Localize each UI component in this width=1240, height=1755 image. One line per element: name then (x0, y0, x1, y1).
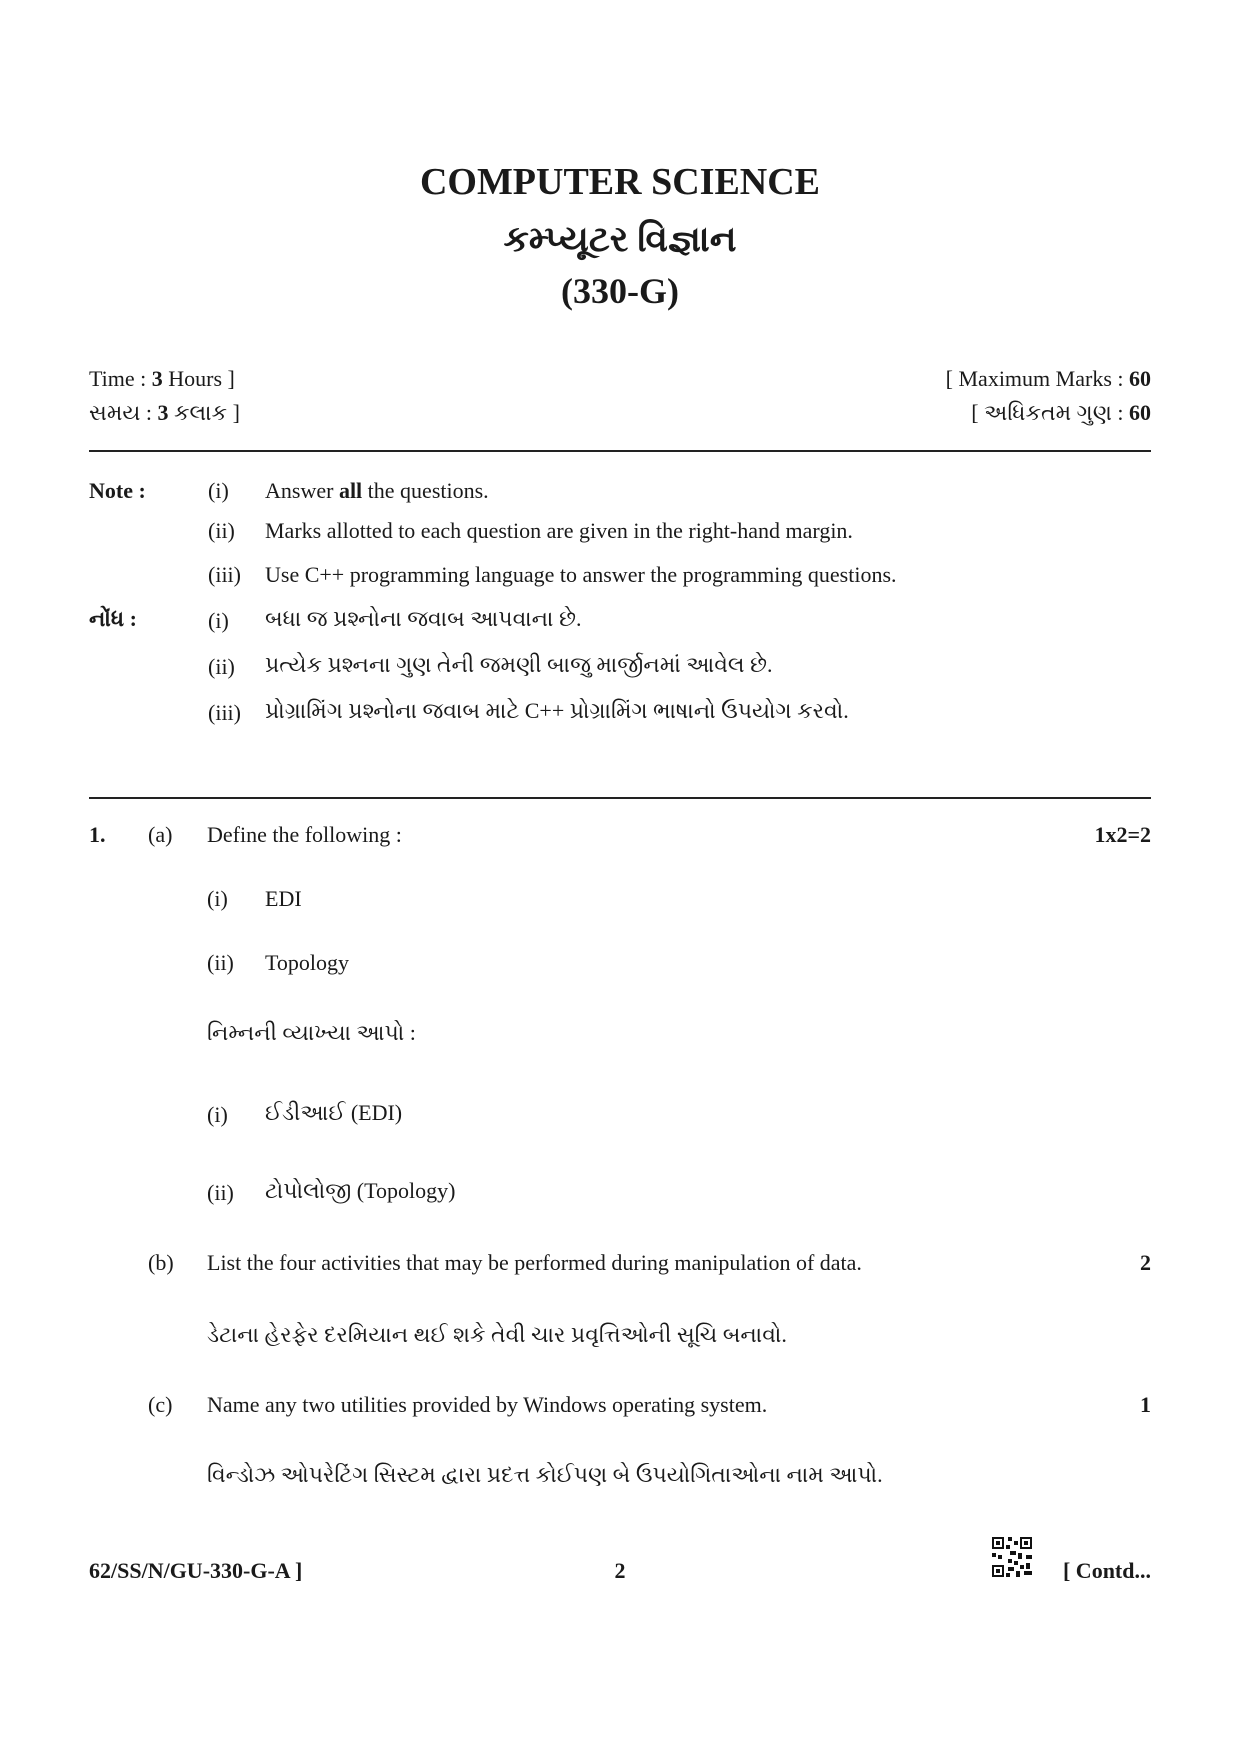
question-text: Name any two utilities provided by Windows operating system. (207, 1392, 768, 1417)
max-marks-gujarati: [ અધિકતમ ગુણ : 60 (971, 400, 1151, 425)
question-text: Define the following : (207, 822, 402, 847)
marks: 1 (1140, 1392, 1151, 1417)
note-text: Answer all the questions. (265, 478, 489, 503)
note-text: પ્રોગ્રામિંગ પ્રશ્નોના જવાબ માટે C++ પ્રોગ્રામિંગ ભાષાનો ઉપયોગ કરવો. (265, 698, 849, 723)
part-label: (b) (148, 1250, 174, 1275)
sub-text: ટોપોલોજી (Topology) (265, 1178, 456, 1203)
sub-text: ઈડીઆઈ (EDI) (265, 1100, 403, 1125)
part-label: (a) (148, 822, 173, 847)
note-text: Marks allotted to each question are given in the right-hand margin. (265, 518, 853, 543)
marks: 1x2=2 (1094, 822, 1151, 847)
part-label: (c) (148, 1392, 173, 1417)
title-gujarati: કમ્પ્યૂટર વિજ્ઞાન (503, 219, 737, 259)
paper-code: 62/SS/N/GU-330-G-A ] (89, 1558, 303, 1583)
max-marks-english: [ Maximum Marks : 60 (945, 366, 1151, 391)
sub-text: EDI (265, 886, 302, 911)
qr-code-icon (992, 1537, 1032, 1577)
subject-code: (330-G) (561, 271, 679, 311)
divider-top (89, 450, 1151, 452)
note-num: (ii) (208, 654, 235, 679)
question-text-gujarati: નિમ્નની વ્યાખ્યા આપો : (207, 1020, 416, 1045)
note-text: Use C++ programming language to answer the programming questions. (265, 562, 897, 587)
page-number: 2 (614, 1558, 626, 1583)
question-number: 1. (89, 822, 106, 847)
note-text: બધા જ પ્રશ્નોના જવાબ આપવાના છે. (265, 606, 582, 631)
marks: 2 (1140, 1250, 1151, 1275)
sub-num: (ii) (207, 950, 234, 975)
question-text-gujarati: ડેટાના હેરફેર દરમિયાન થઈ શકે તેવી ચાર પ્રવૃત્તિઓની સૂચિ બનાવો. (207, 1322, 787, 1347)
note-label-gujarati: નોંધ : (89, 606, 137, 631)
sub-num: (ii) (207, 1180, 234, 1205)
divider-middle (89, 797, 1151, 799)
question-text: List the four activities that may be performed during manipulation of data. (207, 1250, 862, 1275)
title-english: COMPUTER SCIENCE (419, 161, 821, 203)
question-text-gujarati: વિન્ડોઝ ઓપરેટિંગ સિસ્ટમ દ્વારા પ્રદત્ત કોઈપણ બે ઉપયોગિતાઓના નામ આપો. (207, 1462, 883, 1487)
note-num: (ii) (208, 518, 235, 543)
time-english: Time : 3 Hours ] (89, 366, 235, 391)
time-gujarati: સમય : 3 કલાક ] (89, 400, 240, 425)
sub-num: (i) (207, 886, 228, 911)
note-num: (iii) (208, 562, 241, 587)
note-num: (i) (208, 478, 229, 503)
note-num: (iii) (208, 700, 241, 725)
sub-text: Topology (265, 950, 350, 975)
sub-num: (i) (207, 1102, 228, 1127)
continued-label: [ Contd... (1062, 1558, 1151, 1583)
note-num: (i) (208, 608, 229, 633)
note-text: પ્રત્યેક પ્રશ્નના ગુણ તેની જમણી બાજુ માર્જીનમાં આવેલ છે. (265, 652, 773, 677)
note-label-english: Note : (89, 478, 146, 503)
